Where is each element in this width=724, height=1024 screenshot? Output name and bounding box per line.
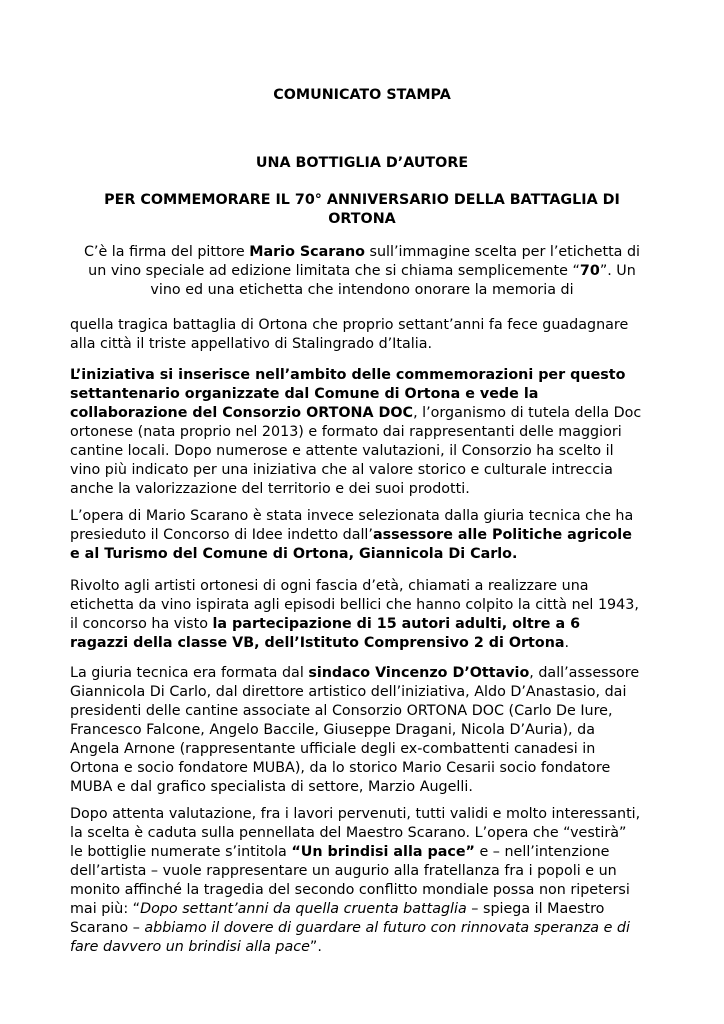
text-line: e al Turismo del Comune di Ortona, Giannicola Di Carlo. [70,546,518,562]
text-line: vino ed una etichetta che intendono onorare la memoria di [150,282,574,298]
text-line: Angela Arnone (rappresentante ufficiale degli ex-combattenti canadesi in [70,741,596,757]
text-line: ortonese (nata proprio nel 2013) e formato dai rappresentanti delle maggiori [70,424,622,440]
text-line: Ortona e socio fondatore MUBA), da lo storico Mario Cesarii socio fondatore [70,760,611,776]
lead-paragraph [60,243,664,300]
text-line: collaborazione del Consorzio ORTONA DOC, l’organismo di tutela della Doc [70,405,642,421]
text-line: ragazzi della classe VB, dell’Istituto Comprensivo 2 di Ortona. [70,635,570,651]
document-subtitle: UNA BOTTIGLIA D’AUTORE [255,155,469,171]
text-line: vino più indicato per una iniziativa che al valore storico e culturale intreccia [70,462,613,478]
text-line: L’opera di Mario Scarano è stata invece selezionata dalla giuria tecnica che ha [70,508,634,524]
document-title: COMUNICATO STAMPA [273,87,451,103]
text-line: Giannicola Di Carlo, dal direttore artistico dell’iniziativa, Aldo D’Anastasio, dai [70,684,627,700]
text-line: anche la valorizzazione del territorio e dei suoi prodotti. [70,481,470,497]
text-line: Rivolto agli artisti ortonesi di ogni fascia d’età, chiamati a realizzare una [70,578,589,594]
paragraph-5 [70,664,660,797]
text-line: C’è la firma del pittore Mario Scarano sull’immagine scelta per l’etichetta di [83,244,641,260]
text-line: alla città il triste appellativo di Stalingrado d’Italia. [70,336,433,352]
paragraph-4 [70,577,660,653]
text-line: un vino speciale ad edizione limitata che si chiama semplicemente “70”. Un [88,263,636,279]
paragraph-2 [70,366,660,499]
text-line: il concorso ha visto la partecipazione di 15 autori adulti, oltre a 6 [70,616,581,632]
text-line: Francesco Falcone, Angelo Baccile, Giuseppe Dragani, Nicola D’Auria), da [70,722,595,738]
headline-line: PER COMMEMORARE IL 70° ANNIVERSARIO DELLA BATTAGLIA DI [104,192,620,208]
text-line: la scelta è caduta sulla pennellata del Maestro Scarano. L’opera che “vestirà” [70,825,627,841]
paragraph-6 [70,805,660,957]
headline-line: ORTONA [328,211,396,227]
text-line: quella tragica battaglia di Ortona che proprio settant’anni fa fece guadagnare [70,317,629,333]
text-line: settantenario organizzate dal Comune di Ortona e vede la [70,386,539,402]
text-line: le bottiglie numerate s’intitola “Un brindisi alla pace” e – nell’intenzione [70,844,610,860]
text-line: presieduto il Concorso di Idee indetto dall’assessore alle Politiche agricole [70,527,632,543]
text-line: etichetta da vino ispirata agli episodi bellici che hanno colpito la città nel 1943, [70,597,639,613]
text-line: Scarano – abbiamo il dovere di guardare al futuro con rinnovata speranza e di [70,920,630,936]
text-line: monito affinché la tragedia del secondo conflitto mondiale possa non ripetersi [70,882,630,898]
text-line: mai più: “Dopo settant’anni da quella cruenta battaglia – spiega il Maestro [70,901,605,917]
text-line: MUBA e dal grafico specialista di settore, Marzio Augelli. [70,779,473,795]
text-line: Dopo attenta valutazione, fra i lavori pervenuti, tutti validi e molto interessanti, [70,806,641,822]
text-line: dell’artista – vuole rappresentare un augurio alla fratellanza fra i popoli e un [70,863,617,879]
paragraph-1 [70,316,660,354]
text-line: La giuria tecnica era formata dal sindaco Vincenzo D’Ottavio, dall’assessore [70,665,640,681]
paragraph-3 [70,507,660,564]
document-headline [60,191,664,229]
text-line: cantine locali. Dopo numerose e attente valutazioni, il Consorzio ha scelto il [70,443,614,459]
text-line: fare davvero un brindisi alla pace”. [70,939,322,955]
text-line: presidenti delle cantine associate al Consorzio ORTONA DOC (Carlo De Iure, [70,703,613,719]
text-line: L’iniziativa si inserisce nell’ambito delle commemorazioni per questo [70,367,626,383]
